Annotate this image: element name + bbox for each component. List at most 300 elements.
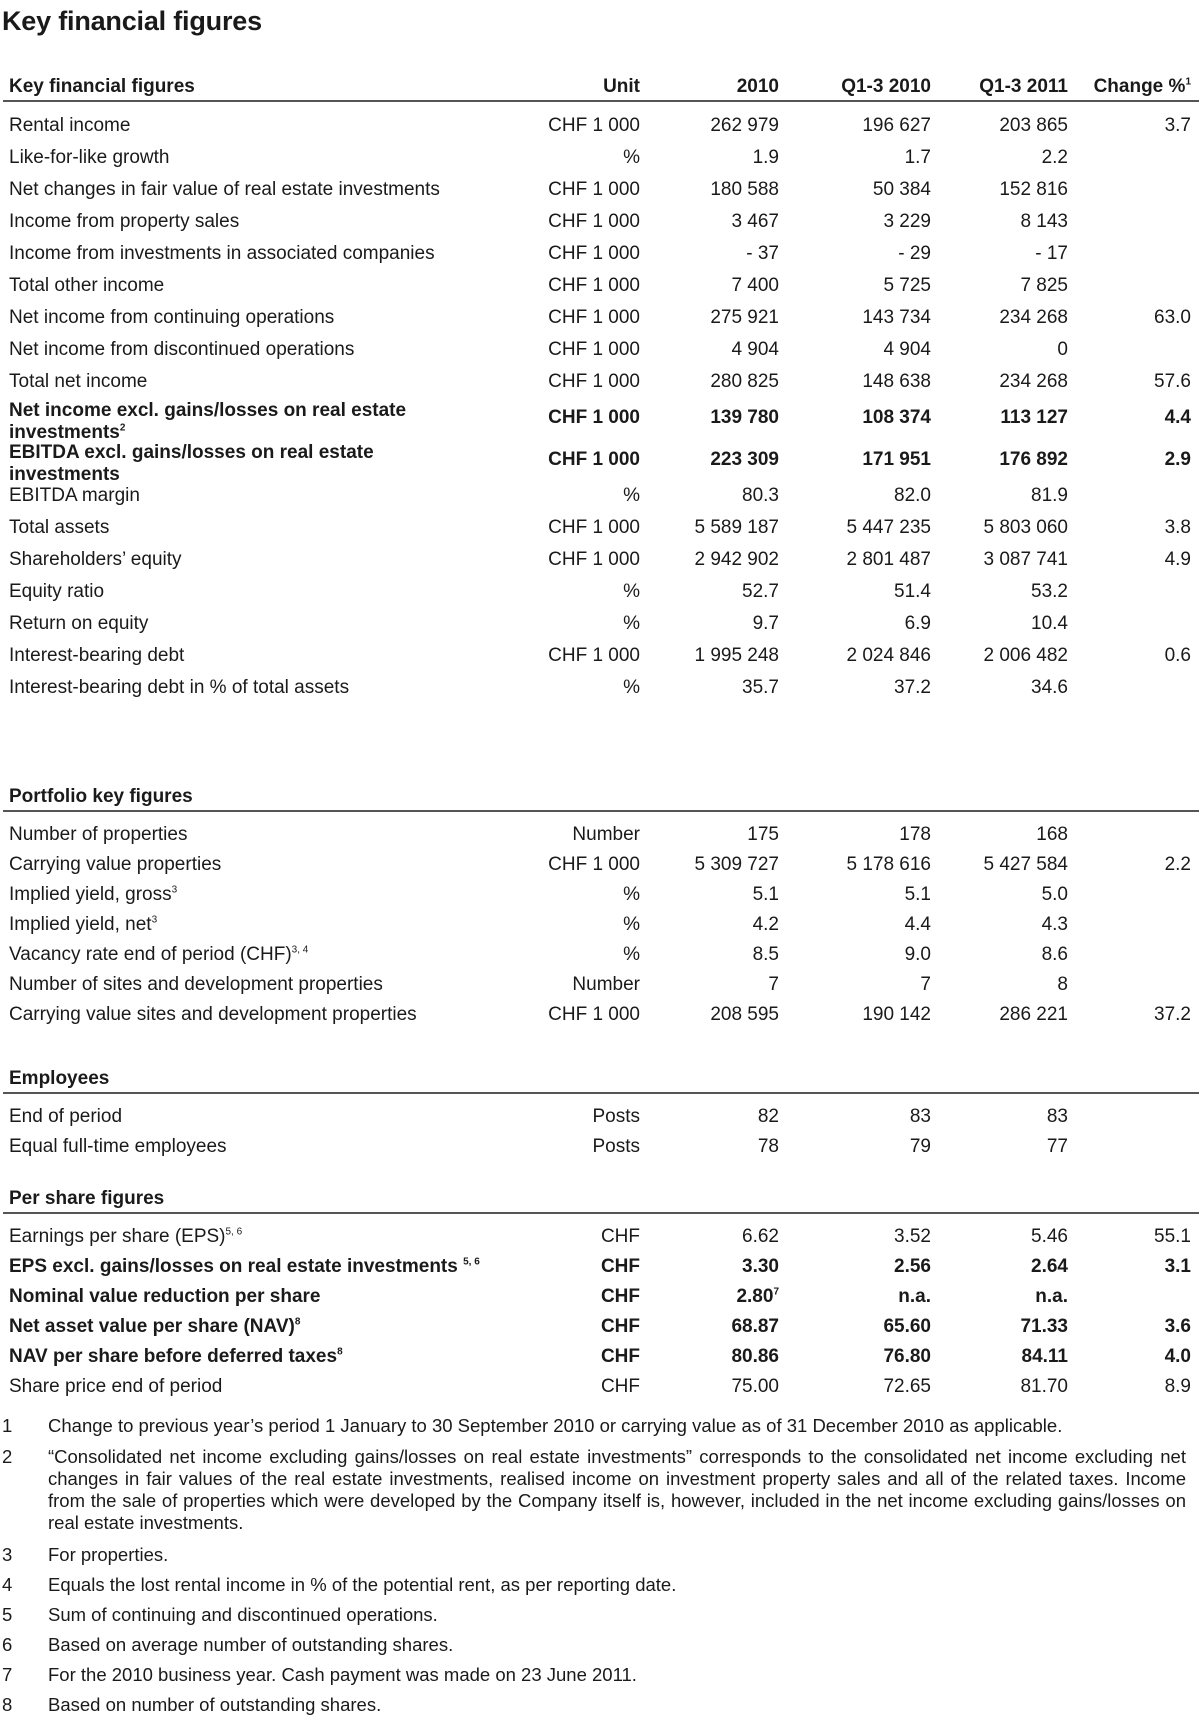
value-q1-3-2010: n.a.	[898, 1286, 931, 1307]
row-label	[9, 109, 130, 143]
unit-cell: CHF 1 000	[548, 517, 640, 538]
footnote-number: 5	[2, 1604, 13, 1625]
row-label-text: Nominal value reduction per share	[9, 1286, 321, 1307]
value-2010-text: 80.3	[742, 485, 779, 506]
footnote-number: 8	[2, 1694, 13, 1715]
value-q1-3-2010: - 29	[898, 243, 931, 264]
row-label	[9, 301, 334, 335]
row-label	[9, 173, 440, 207]
value-2010	[753, 141, 779, 175]
row-label-text: Total assets	[9, 517, 110, 538]
value-2010	[736, 1280, 779, 1314]
value-2010-text: 4 904	[731, 339, 779, 360]
employees-divider	[3, 1092, 1199, 1094]
row-label-text: Total net income	[9, 371, 148, 392]
value-2010	[768, 968, 779, 1002]
value-change: 3.7	[1164, 115, 1191, 136]
value-q1-3-2010: 3 229	[883, 211, 931, 232]
table-row	[0, 1130, 1200, 1164]
page-title: Key financial figures	[2, 6, 262, 36]
table-row	[0, 639, 1200, 673]
value-2010	[742, 575, 779, 609]
value-q1-3-2011: 77	[1046, 1136, 1068, 1157]
value-2010-text: 262 979	[710, 115, 779, 136]
row-label-text: Return on equity	[9, 613, 149, 634]
unit-cell: %	[623, 914, 640, 935]
value-q1-3-2010: 50 384	[872, 179, 931, 200]
value-change: 3.1	[1164, 1256, 1191, 1277]
header-change: Change %$^1$	[1093, 76, 1191, 97]
unit-cell: CHF	[600, 1256, 640, 1277]
footnote-number: 4	[2, 1574, 13, 1595]
value-q1-3-2011: 10.4	[1031, 613, 1068, 634]
row-label-text: Income from property sales	[9, 211, 240, 232]
unit-cell: CHF 1 000	[548, 645, 640, 666]
value-q1-3-2011: 176 892	[999, 449, 1068, 470]
value-2010-text: 8.5	[752, 944, 779, 965]
table-row	[0, 607, 1200, 641]
value-2010	[694, 543, 779, 577]
table-row	[0, 365, 1200, 399]
table-row	[0, 968, 1200, 1002]
row-label-text: Net income from discontinued operations	[9, 339, 355, 360]
value-2010-text: 3 467	[731, 211, 779, 232]
row-label	[9, 1250, 480, 1284]
value-q1-3-2010: 4 904	[883, 339, 931, 360]
value-2010-text: 223 309	[710, 449, 779, 470]
unit-cell: %	[623, 944, 640, 965]
value-q1-3-2011: 8.6	[1041, 944, 1068, 965]
value-2010	[742, 1220, 779, 1254]
value-q1-3-2010: 178	[899, 824, 931, 845]
value-2010	[731, 1310, 779, 1344]
value-2010-text: 6.62	[742, 1226, 779, 1247]
footnote-text: “Consolidated net income excluding gains/losses on real estate investments” corresponds to the consolidated net income excluding net changes in fair values of the real estate investments, realised income on investment property sales and all of the related taxes. Income from the sale of properties which were developed by the Company itself is, however, included in the net income excluding gains/losses on real estate investments.	[48, 1446, 1186, 1533]
footnote-ref: 2	[119, 422, 126, 434]
value-2010	[731, 205, 779, 239]
value-2010	[710, 109, 779, 143]
row-label-text: Like-for-like growth	[9, 147, 170, 168]
row-label-text: NAV per share before deferred taxes	[9, 1346, 338, 1367]
value-2010	[694, 848, 779, 882]
value-q1-3-2011: 5 427 584	[983, 854, 1068, 875]
value-2010-text: 9.7	[752, 613, 779, 634]
unit-cell: %	[623, 613, 640, 634]
value-q1-3-2011: 113 127	[1000, 407, 1068, 428]
value-2010	[710, 443, 779, 477]
row-label-text: Equal full-time employees	[9, 1136, 227, 1157]
value-change: 0.6	[1164, 645, 1191, 666]
value-2010-text: 75.00	[731, 1376, 779, 1397]
table-row	[0, 333, 1200, 367]
value-q1-3-2010: 4.4	[904, 914, 931, 935]
footnote-ref: 8	[294, 1316, 301, 1328]
value-2010	[710, 401, 779, 435]
value-change: 4.4	[1164, 407, 1191, 428]
footnote-ref: 3	[151, 914, 158, 926]
table-row	[0, 237, 1200, 271]
row-label-text: Share price end of period	[9, 1376, 223, 1397]
table-row	[0, 818, 1200, 852]
row-label-line1: EBITDA excl. gains/losses on real estate	[9, 442, 374, 463]
value-2010-text: 7	[768, 974, 779, 995]
unit-cell: CHF	[600, 1346, 640, 1367]
unit-cell: CHF	[600, 1286, 640, 1307]
unit-cell: CHF 1 000	[548, 407, 640, 428]
row-label-text: Earnings per share (EPS)	[9, 1226, 226, 1247]
value-q1-3-2010: 9.0	[904, 944, 931, 965]
value-2010	[694, 639, 779, 673]
table-row	[0, 442, 1200, 485]
value-q1-3-2011: 8 143	[1020, 211, 1068, 232]
value-change: 37.2	[1154, 1004, 1191, 1025]
row-label-line2: investments	[9, 464, 120, 485]
unit-cell: CHF 1 000	[548, 1004, 640, 1025]
table-row	[0, 205, 1200, 239]
table-row	[0, 141, 1200, 175]
value-change: 3.6	[1164, 1316, 1191, 1337]
unit-cell: CHF 1 000	[548, 449, 640, 470]
row-label-text: EPS excl. gains/losses on real estate investments	[9, 1256, 464, 1277]
value-q1-3-2010: 148 638	[862, 371, 931, 392]
table-row	[0, 511, 1200, 545]
value-2010	[753, 607, 779, 641]
row-label	[9, 511, 109, 545]
unit-cell: %	[623, 485, 640, 506]
table-row	[0, 1100, 1200, 1134]
row-label	[9, 479, 140, 513]
value-q1-3-2010: 190 142	[862, 1004, 931, 1025]
value-q1-3-2010: 37.2	[894, 677, 931, 698]
value-q1-3-2011: 81.9	[1031, 485, 1068, 506]
portfolio-divider	[3, 810, 1199, 812]
value-q1-3-2011: n.a.	[1035, 1286, 1068, 1307]
table-row	[0, 301, 1200, 335]
table-row	[0, 998, 1200, 1032]
table-row	[0, 543, 1200, 577]
footnote-ref: 3	[171, 884, 178, 896]
value-q1-3-2010: 83	[909, 1106, 931, 1127]
value-change: 2.9	[1164, 449, 1191, 470]
row-label	[9, 1280, 320, 1314]
value-q1-3-2011: 71.33	[1020, 1316, 1068, 1337]
row-label-text: Net asset value per share (NAV)	[9, 1316, 295, 1337]
table-row	[0, 1220, 1200, 1254]
value-q1-3-2011: 3 087 741	[983, 549, 1068, 570]
value-2010-text: 1 995 248	[694, 645, 779, 666]
value-q1-3-2011: - 17	[1035, 243, 1068, 264]
row-label-text: Total other income	[9, 275, 165, 296]
value-q1-3-2011: 84.11	[1021, 1346, 1068, 1367]
row-label	[9, 848, 221, 882]
row-label	[9, 1370, 222, 1404]
value-q1-3-2011: 4.3	[1041, 914, 1068, 935]
unit-cell: CHF	[600, 1226, 640, 1247]
value-change: 4.0	[1164, 1346, 1191, 1367]
unit-cell: Posts	[592, 1106, 640, 1127]
row-label	[9, 639, 184, 673]
row-label	[9, 968, 383, 1002]
table-row	[0, 1250, 1200, 1284]
footnote-text: For the 2010 business year. Cash payment was made on 23 June 2011.	[48, 1664, 637, 1685]
header-q1-3-2011: Q1-3 2011	[979, 76, 1068, 97]
unit-cell: %	[623, 884, 640, 905]
row-label	[9, 607, 148, 641]
value-2010-text: 2.80	[736, 1286, 774, 1307]
header-divider	[3, 100, 1199, 102]
value-2010-text: 2 942 902	[694, 549, 779, 570]
header-label: Key financial figures	[9, 76, 195, 97]
row-label-text: EBITDA margin	[9, 485, 140, 506]
value-change: 63.0	[1154, 307, 1191, 328]
value-q1-3-2011: 203 865	[999, 115, 1068, 136]
table-row	[0, 269, 1200, 303]
value-q1-3-2010: 51.4	[894, 581, 931, 602]
value-change: 57.6	[1154, 371, 1191, 392]
value-q1-3-2011: 286 221	[999, 1004, 1068, 1025]
value-q1-3-2010: 79	[909, 1136, 931, 1157]
row-label	[9, 575, 104, 609]
footnote-ref: 7	[773, 1286, 779, 1298]
value-q1-3-2011: 53.2	[1031, 581, 1068, 602]
value-2010-text: 180 588	[710, 179, 779, 200]
row-label-text: Number of sites and development properties	[9, 974, 383, 995]
row-label	[9, 998, 417, 1032]
row-label	[9, 1310, 300, 1344]
footnote-text: Equals the lost rental income in % of the potential rent, as per reporting date.	[48, 1574, 677, 1595]
table-row	[0, 1280, 1200, 1314]
value-q1-3-2011: 2.2	[1041, 147, 1068, 168]
footnote-text: Based on number of outstanding shares.	[48, 1694, 382, 1715]
row-label	[9, 1100, 122, 1134]
footnote-ref: 5, 6	[225, 1226, 243, 1238]
unit-cell: CHF 1 000	[548, 179, 640, 200]
row-label	[9, 400, 406, 444]
footnote-ref: 8	[337, 1346, 343, 1358]
value-q1-3-2011: 168	[1036, 824, 1068, 845]
value-2010	[742, 1250, 779, 1284]
value-2010	[694, 511, 779, 545]
value-q1-3-2010: 6.9	[904, 613, 931, 634]
value-change: 3.8	[1164, 517, 1191, 538]
value-2010-text: 78	[757, 1136, 779, 1157]
row-label	[9, 205, 239, 239]
value-2010	[753, 938, 779, 972]
table-row	[0, 575, 1200, 609]
row-label-text: Carrying value properties	[9, 854, 222, 875]
row-label	[9, 333, 354, 367]
value-q1-3-2011: 5.46	[1031, 1226, 1068, 1247]
unit-cell: CHF	[600, 1376, 640, 1397]
row-label-text: Income from investments in associated companies	[9, 243, 435, 264]
row-label-text: Implied yield, net	[9, 914, 152, 935]
value-2010	[746, 237, 779, 271]
unit-cell: %	[623, 147, 640, 168]
value-2010	[758, 1100, 779, 1134]
unit-cell: CHF 1 000	[548, 339, 640, 360]
unit-cell: CHF 1 000	[548, 371, 640, 392]
value-2010-text: 4.2	[752, 914, 779, 935]
value-q1-3-2011: 5.0	[1041, 884, 1068, 905]
unit-cell: Number	[572, 974, 640, 995]
value-2010-text: 5 309 727	[694, 854, 779, 875]
footnote-text: Based on average number of outstanding shares.	[48, 1634, 454, 1655]
value-q1-3-2011: 5 803 060	[983, 517, 1068, 538]
row-label-text: Net changes in fair value of real estate investments	[9, 179, 440, 200]
value-2010-text: 68.87	[731, 1316, 779, 1337]
unit-cell: CHF	[600, 1316, 640, 1337]
value-q1-3-2010: 5.1	[904, 884, 931, 905]
value-2010	[710, 365, 779, 399]
value-2010-text: 5.1	[752, 884, 779, 905]
section-title-employees: Employees	[9, 1068, 110, 1089]
value-2010	[710, 301, 779, 335]
value-2010	[747, 818, 779, 852]
table-row	[0, 848, 1200, 882]
value-q1-3-2011: 83	[1046, 1106, 1068, 1127]
table-row	[0, 1310, 1200, 1344]
value-q1-3-2010: 3.52	[894, 1226, 931, 1247]
row-label-text: Carrying value sites and development properties	[9, 1004, 417, 1025]
value-2010-text: 175	[747, 824, 779, 845]
table-row	[0, 400, 1200, 443]
row-label-text: Number of properties	[9, 824, 188, 845]
row-label-text: Vacancy rate end of period (CHF)	[9, 944, 292, 965]
table-row	[0, 908, 1200, 942]
value-2010-text: 208 595	[710, 1004, 779, 1025]
value-2010-text: 7 400	[731, 275, 779, 296]
table-row	[0, 1340, 1200, 1374]
value-2010-text: 80.86	[731, 1346, 779, 1367]
unit-cell: CHF 1 000	[548, 854, 640, 875]
section-title-per-share: Per share figures	[9, 1188, 165, 1209]
footnote-text: Sum of continuing and discontinued operations.	[48, 1604, 438, 1625]
value-q1-3-2010: 7	[920, 974, 931, 995]
row-label-line2: investments	[9, 422, 120, 443]
value-2010	[731, 333, 779, 367]
header-unit: Unit	[603, 76, 640, 97]
unit-cell: Posts	[592, 1136, 640, 1157]
unit-cell: %	[623, 677, 640, 698]
row-label	[9, 1220, 242, 1254]
value-q1-3-2010: 2.56	[894, 1256, 931, 1277]
per-share-divider	[3, 1212, 1199, 1214]
value-2010-text: - 37	[746, 243, 779, 264]
value-2010-text: 35.7	[742, 677, 779, 698]
table-row	[0, 671, 1200, 705]
footnote-text: Change to previous year’s period 1 January to 30 September 2010 or carrying value as of 31 December 2010 as applicable.	[48, 1415, 1063, 1436]
value-q1-3-2010: 108 374	[862, 407, 931, 428]
row-label	[9, 938, 308, 972]
unit-cell: CHF 1 000	[548, 211, 640, 232]
value-2010-text: 3.30	[742, 1256, 779, 1277]
footnote-number: 2	[2, 1446, 13, 1467]
header-q1-3-2010: Q1-3 2010	[841, 76, 931, 97]
row-label	[9, 818, 187, 852]
table-row	[0, 109, 1200, 143]
section-title-portfolio: Portfolio key figures	[9, 786, 193, 807]
value-change: 8.9	[1164, 1376, 1191, 1397]
row-label	[9, 543, 182, 577]
row-label	[9, 908, 157, 942]
value-2010-text: 280 825	[710, 371, 779, 392]
row-label-text: Equity ratio	[9, 581, 105, 602]
value-2010	[731, 1340, 779, 1374]
row-label-text: Implied yield, gross	[9, 884, 172, 905]
value-2010	[742, 671, 779, 705]
value-2010	[742, 479, 779, 513]
unit-cell: %	[623, 581, 640, 602]
value-q1-3-2010: 171 951	[862, 449, 931, 470]
row-label-text: Interest-bearing debt	[9, 645, 185, 666]
value-2010-text: 5 589 187	[694, 517, 779, 538]
row-label	[9, 237, 435, 271]
value-2010	[731, 269, 779, 303]
value-2010	[710, 998, 779, 1032]
value-q1-3-2010: 76.80	[883, 1346, 931, 1367]
value-q1-3-2010: 1.7	[904, 147, 931, 168]
value-2010	[731, 1370, 779, 1404]
unit-cell: CHF 1 000	[548, 549, 640, 570]
value-change: 55.1	[1154, 1226, 1191, 1247]
row-label-text: Net income from continuing operations	[9, 307, 335, 328]
row-label	[9, 878, 177, 912]
value-q1-3-2010: 5 447 235	[846, 517, 931, 538]
value-2010-text: 275 921	[710, 307, 779, 328]
value-q1-3-2011: 34.6	[1031, 677, 1068, 698]
row-label-text: Shareholders’ equity	[9, 549, 182, 570]
value-q1-3-2011: 2.64	[1031, 1256, 1068, 1277]
value-2010-text: 139 780	[710, 407, 779, 428]
footnote-number: 6	[2, 1634, 13, 1655]
footnote-ref: 3, 4	[291, 944, 309, 956]
row-label-text: Rental income	[9, 115, 131, 136]
value-2010	[758, 1130, 779, 1164]
unit-cell: CHF 1 000	[548, 307, 640, 328]
value-change: 2.2	[1164, 854, 1191, 875]
value-q1-3-2010: 82.0	[894, 485, 931, 506]
row-label	[9, 671, 349, 705]
row-label-text: End of period	[9, 1106, 123, 1127]
value-q1-3-2011: 7 825	[1020, 275, 1068, 296]
footnote-number: 7	[2, 1664, 13, 1685]
footnote-ref: 5, 6	[463, 1256, 480, 1268]
row-label-line1: Net income excl. gains/losses on real estate	[9, 400, 407, 421]
unit-cell: CHF 1 000	[548, 275, 640, 296]
table-row	[0, 938, 1200, 972]
value-q1-3-2011: 2 006 482	[983, 645, 1068, 666]
row-label	[9, 1340, 343, 1374]
value-q1-3-2010: 2 024 846	[846, 645, 931, 666]
row-label	[9, 1130, 227, 1164]
row-label	[9, 269, 164, 303]
value-q1-3-2011: 152 816	[999, 179, 1068, 200]
header-2010: 2010	[736, 76, 779, 97]
row-label	[9, 365, 147, 399]
value-q1-3-2010: 5 178 616	[846, 854, 931, 875]
row-label	[9, 141, 170, 175]
value-q1-3-2010: 65.60	[883, 1316, 931, 1337]
value-2010	[753, 878, 779, 912]
value-q1-3-2010: 143 734	[862, 307, 931, 328]
value-q1-3-2010: 72.65	[883, 1376, 931, 1397]
value-change: 4.9	[1164, 549, 1191, 570]
unit-cell: Number	[572, 824, 640, 845]
value-q1-3-2011: 0	[1057, 339, 1068, 360]
row-label-text: Interest-bearing debt in % of total assets	[9, 677, 350, 698]
value-2010-text: 52.7	[742, 581, 779, 602]
value-q1-3-2011: 234 268	[999, 371, 1068, 392]
